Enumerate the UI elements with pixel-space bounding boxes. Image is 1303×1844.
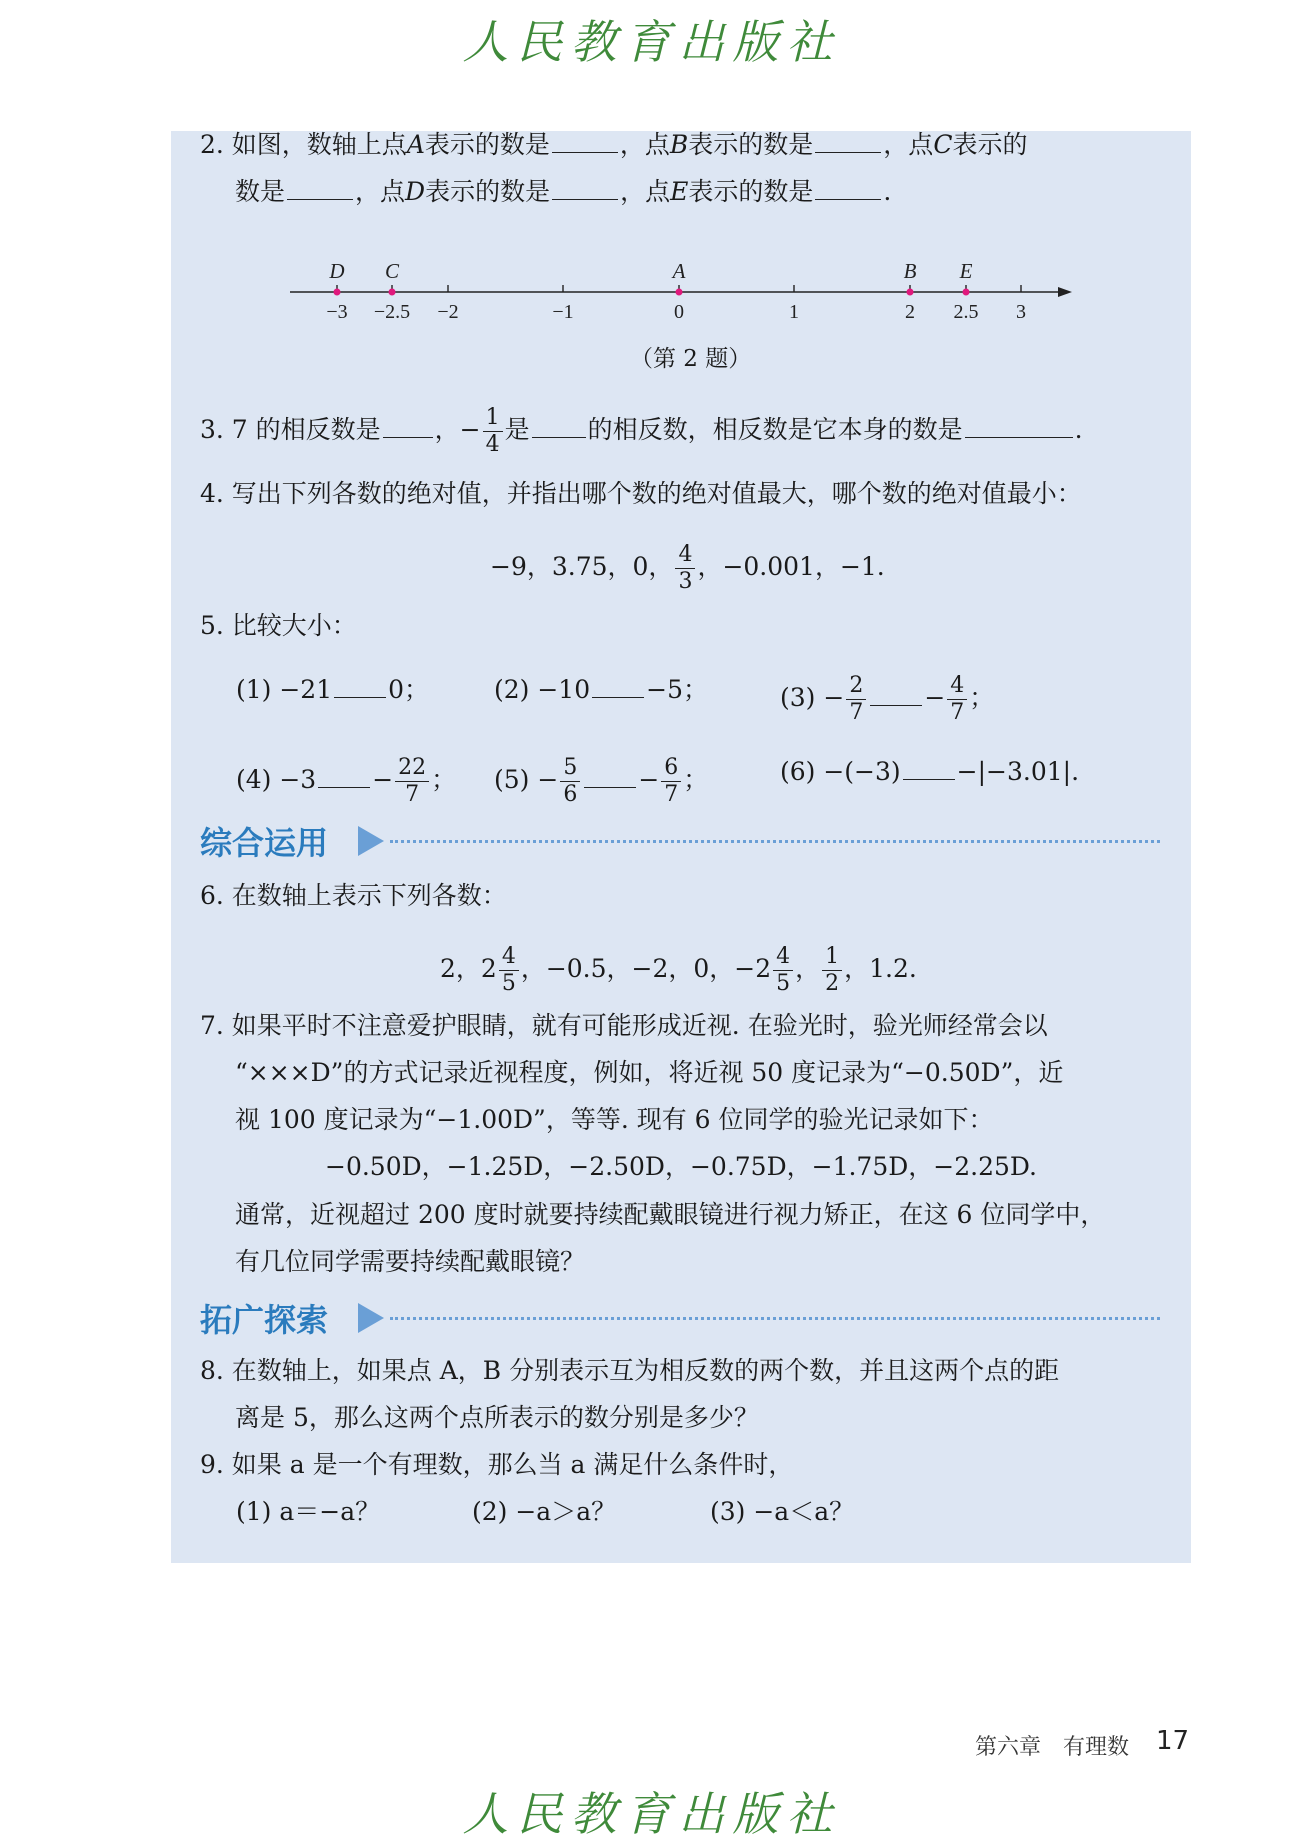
q2-text: .: [883, 177, 892, 206]
answer-blank[interactable]: [815, 128, 881, 153]
q5-text: (3) −: [780, 683, 845, 712]
q7-line-3: 视 100 度记录为“−1.00D”，等等. 现有 6 位同学的验光记录如下：: [235, 1105, 994, 1134]
q2-text: 表示的数是: [688, 177, 814, 206]
answer-blank[interactable]: [552, 175, 618, 200]
q4-number-list: [490, 542, 885, 595]
fraction: $\frac{5}{6}$: [560, 755, 580, 808]
q5-part-6: [780, 755, 1079, 788]
fraction: $\frac{2}{7}$: [846, 673, 866, 726]
section-arrow-icon: [358, 826, 384, 856]
answer-blank[interactable]: [965, 413, 1073, 438]
q3-text: 3. 7 的相反数是: [200, 415, 381, 444]
q2-text: 表示的数是: [688, 130, 814, 159]
q6-number-list: [440, 944, 917, 997]
point-d-marker: [334, 289, 341, 296]
answer-blank[interactable]: [287, 175, 353, 200]
q8-line-2: 离是 5，那么这两个点所表示的数分别是多少？: [235, 1403, 759, 1432]
q2-text: 表示的数是: [424, 130, 550, 159]
axis-tick-label: 2.5: [953, 301, 979, 323]
section-title-extension: 拓广探索: [200, 1301, 329, 1339]
q5-part-2: [494, 673, 708, 706]
q2-text: ，点: [619, 130, 670, 159]
q2-text: 表示的: [952, 130, 1028, 159]
q5-part-1: [236, 673, 429, 706]
q7-records: −0.50D，−1.25D，−2.50D，−0.75D，−1.75D，−2.25D.: [325, 1152, 1037, 1181]
q2-text: 2. 如图，数轴上点: [200, 130, 407, 159]
q7-line-2: “×××D”的方式记录近视程度，例如，将近视 50 度记录为“−0.50D”，近: [235, 1058, 1064, 1087]
q2-text: ，点: [883, 130, 934, 159]
q3-text: 的相反数，相反数是它本身的数是: [587, 415, 963, 444]
q5-text: −: [924, 683, 946, 712]
fraction: $\frac{4}{5}$: [773, 944, 793, 997]
answer-blank[interactable]: [552, 128, 618, 153]
q2-point-b: B: [669, 130, 689, 159]
axis-tick-label: −1: [552, 301, 574, 323]
q2-text: 表示的数是: [425, 177, 551, 206]
q4-list-part: −9，3.75，0，: [490, 552, 674, 581]
q5-text: 0；: [388, 675, 430, 704]
answer-blank[interactable]: [870, 681, 922, 706]
q5-text: ；: [683, 765, 709, 794]
q6-list-part: ，: [795, 954, 821, 983]
q2-text: ，点: [355, 177, 406, 206]
q3-line: [200, 405, 1083, 458]
q7-line-6: 有几位同学需要持续配戴眼镜？: [235, 1247, 586, 1276]
q3-text: .: [1074, 415, 1083, 444]
q9-part-3: (3) −a＜a？: [710, 1497, 855, 1526]
q8-line-1: 8. 在数轴上，如果点 A，B 分别表示互为相反数的两个数，并且这两个点的距: [200, 1356, 1060, 1385]
q5-text: (2) −10: [494, 675, 591, 704]
point-b-label: B: [903, 259, 917, 283]
axis-tick-label: −2.5: [373, 301, 411, 323]
axis-tick-label: 1: [789, 301, 799, 323]
answer-blank[interactable]: [903, 755, 955, 780]
point-c-label: C: [384, 259, 400, 283]
point-c-marker: [389, 289, 396, 296]
fraction: $\frac{4}{3}$: [675, 542, 695, 595]
fraction: $\frac{1}{2}$: [822, 944, 842, 997]
q5-part-3: [780, 673, 994, 726]
axis-tick-label: 2: [905, 301, 915, 323]
q2-point-d: D: [405, 177, 426, 206]
point-a-label: A: [672, 259, 686, 283]
section-arrow-icon: [358, 1303, 384, 1333]
q5-text: ；: [431, 765, 457, 794]
q5-text: ；: [969, 683, 995, 712]
answer-blank[interactable]: [815, 175, 881, 200]
axis-tick-label: −3: [326, 301, 348, 323]
point-a-marker: [676, 289, 683, 296]
q2-caption: （第 2 题）: [630, 346, 752, 372]
q2-point-e: E: [670, 177, 689, 206]
q2-text: ，点: [620, 177, 671, 206]
number-line-figure: [280, 250, 1080, 330]
q5-text: (1) −21: [236, 675, 333, 704]
answer-blank[interactable]: [532, 413, 586, 438]
q5-text: (5) −: [494, 765, 559, 794]
q5-text: (6) −(−3): [780, 757, 901, 786]
q2-point-a: A: [406, 130, 425, 159]
answer-blank[interactable]: [318, 763, 370, 788]
answer-blank[interactable]: [383, 413, 433, 438]
q6-text: 6. 在数轴上表示下列各数：: [200, 881, 507, 910]
q5-part-4: [236, 755, 456, 808]
q2-text: 数是: [235, 177, 286, 206]
q5-text: −: [638, 765, 660, 794]
q5-text: (4) −3: [236, 765, 317, 794]
q5-text: −|−3.01|.: [956, 757, 1080, 786]
answer-blank[interactable]: [584, 763, 636, 788]
q2-line2: [235, 175, 891, 208]
q7-line-5: 通常，近视超过 200 度时就要持续配戴眼镜进行视力矫正，在这 6 位同学中，: [235, 1200, 1106, 1229]
chapter-label: 第六章 有理数: [975, 1735, 1130, 1760]
axis-tick-label: −2: [437, 301, 459, 323]
point-e-label: E: [959, 259, 973, 283]
q4-list-part: ，−0.001，−1.: [697, 552, 885, 581]
publisher-logo-top: 人民教育出版社: [462, 15, 841, 69]
section-divider: [390, 840, 1160, 843]
q5-text: −: [372, 765, 394, 794]
section-title-comprehensive: 综合运用: [200, 824, 329, 862]
publisher-logo-bottom: 人民教育出版社: [462, 1787, 841, 1841]
fraction: $\frac{22}{7}$: [395, 755, 429, 808]
q2-point-c: C: [933, 130, 953, 159]
fraction: $\frac{4}{7}$: [947, 673, 967, 726]
point-d-label: D: [329, 259, 345, 283]
q6-list-part: ，1.2.: [844, 954, 917, 983]
q7-line-1: 7. 如果平时不注意爱护眼睛，就有可能形成近视. 在验光时，验光师经常会以: [200, 1011, 1048, 1040]
section-divider: [390, 1317, 1160, 1320]
page-number: 17: [1156, 1726, 1190, 1756]
q9-line-1: 9. 如果 a 是一个有理数，那么当 a 满足什么条件时，: [200, 1450, 794, 1479]
answer-blank[interactable]: [334, 673, 386, 698]
q9-part-2: (2) −a＞a？: [472, 1497, 617, 1526]
point-e-marker: [963, 289, 970, 296]
fraction: $\frac{4}{5}$: [499, 944, 519, 997]
q6-list-part: 2，2: [440, 954, 497, 983]
q3-text: ，−: [434, 415, 481, 444]
q3-text: 是: [504, 415, 530, 444]
fraction: $\frac{1}{4}$: [483, 405, 503, 458]
q4-text: 4. 写出下列各数的绝对值，并指出哪个数的绝对值最大，哪个数的绝对值最小：: [200, 479, 1082, 508]
q5-part-5: [494, 755, 708, 808]
point-b-marker: [907, 289, 914, 296]
q5-text: −5；: [646, 675, 708, 704]
q6-list-part: ，−0.5，−2，0，−2: [520, 954, 772, 983]
axis-tick-label: 0: [674, 301, 684, 323]
q9-part-1: (1) a＝−a？: [236, 1497, 381, 1526]
fraction: $\frac{6}{7}$: [661, 755, 681, 808]
answer-blank[interactable]: [592, 673, 644, 698]
q5-title: 5. 比较大小：: [200, 611, 357, 640]
axis-tick-label: 3: [1016, 301, 1026, 323]
axis-arrow: [1058, 287, 1072, 297]
q2-line1: [200, 128, 1027, 161]
